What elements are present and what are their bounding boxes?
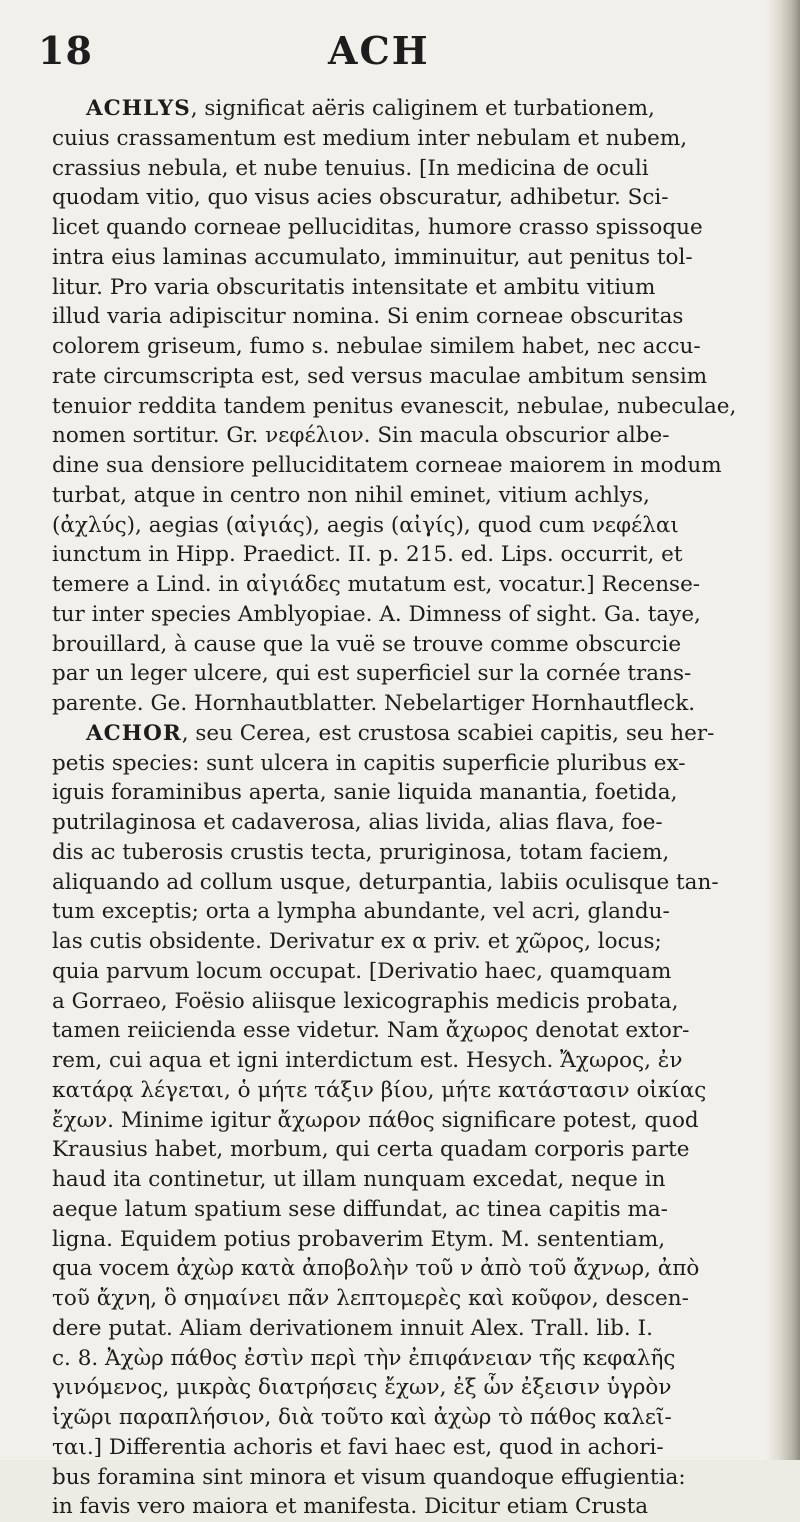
line-text: τοῦ ἄχνη, ὃ σημαίνει πᾶν λεπτομερὲς καὶ κοῦφον, descen- (52, 1286, 689, 1311)
line-text: iguis foraminibus aperta, sanie liquida manantia, foetida, (52, 780, 678, 806)
line-text: , seu Cerea, est crustosa scabiei capitis, seu her- (181, 720, 715, 746)
entry-line (52, 124, 752, 154)
entry-line (52, 1314, 752, 1344)
line-text: a Gorraeo, Foësio aliisque lexicographis medicis probata, (52, 988, 679, 1014)
line-text: temere a Lind. in αἰγιάδες mutatum est, vocatur.] Recense- (52, 572, 701, 597)
line-text: parente. Ge. Hornhautblatter. Nebelartiger Hornhautfleck. (52, 691, 696, 716)
line-text: illud varia adipiscitur nomina. Si enim corneae obscuritas (52, 304, 684, 330)
entry-line (52, 213, 752, 243)
line-text: dine sua densiore pelluciditatem corneae maiorem in modum (52, 453, 722, 478)
entry-line (52, 332, 752, 362)
page-edge-shadow (766, 0, 800, 1460)
entry-line (52, 451, 752, 481)
line-text: crassius nebula, et nube tenuius. [In medicina de oculi (52, 155, 649, 181)
line-text: colorem griseum, fumo s. nebulae similem habet, nec accu- (52, 334, 701, 359)
line-text: quia parvum locum occupat. [Derivatio haec, quamquam (52, 958, 672, 984)
entry-line (52, 927, 752, 957)
entry-line (52, 570, 752, 600)
entry-line (52, 808, 752, 838)
line-text: iunctum in Hipp. Praedict. II. p. 215. ed. Lips. occurrit, et (52, 542, 683, 568)
line-text: litur. Pro varia obscuritatis intensitate et ambitu vitium (52, 274, 656, 300)
entry-line (52, 1046, 752, 1076)
running-head: ACH (328, 28, 430, 73)
entry-line (52, 1492, 752, 1522)
entry-line (52, 481, 752, 511)
entry-line (52, 302, 752, 332)
line-text: tenuior reddita tandem penitus evanescit, nebulae, nubeculae, (52, 393, 737, 419)
entry-lemma: ACHOR (86, 720, 182, 746)
line-text: tamen reiicienda esse videtur. Nam ἄχωρος denotat extor- (52, 1018, 690, 1044)
entry-line (52, 1076, 752, 1106)
line-text: turbat, atque in centro non nihil eminet, vitium achlys, (52, 482, 650, 508)
entry-line (52, 511, 752, 541)
page-header (38, 28, 738, 80)
line-text: κατάρᾳ λέγεται, ὁ μήτε τάξιν βίου, μήτε κατάστασιν οἰκίας (52, 1077, 707, 1103)
line-text: qua vocem ἀχὼρ κατὰ ἀποβολὴν τοῦ ν ἀπὸ τοῦ ἄχνωρ, ἀπὸ (52, 1256, 700, 1282)
entry-line (52, 1016, 752, 1046)
line-text: intra eius laminas accumulato, imminuitur, aut penitus tol- (52, 244, 693, 270)
line-text: aeque latum spatium sese diffundat, ac tinea capitis ma- (52, 1196, 668, 1222)
dictionary-text (52, 94, 752, 1522)
line-text: par un leger ulcere, qui est superficiel sur la cornée trans- (52, 661, 692, 687)
entry-line (52, 868, 752, 898)
entry-line (52, 1463, 752, 1493)
entry-line (52, 1225, 752, 1255)
line-text: rate circumscripta est, sed versus maculae ambitum sensim (52, 363, 708, 389)
line-text: cuius crassamentum est medium inter nebulam et nubem, (52, 125, 688, 151)
entry-line (52, 689, 752, 719)
line-text: petis species: sunt ulcera in capitis superficie pluribus ex- (52, 750, 686, 776)
line-text: dis ac tuberosis crustis tecta, pruriginosa, totam faciem, (52, 839, 670, 865)
entry-line (52, 897, 752, 927)
entry-line (52, 1195, 752, 1225)
entry-line (52, 540, 752, 570)
entry-line (52, 957, 752, 987)
entry-line (52, 630, 752, 660)
line-text: aliquando ad collum usque, deturpantia, labiis oculisque tan- (52, 869, 719, 895)
entry-line (52, 1284, 752, 1314)
entry-line (52, 749, 752, 779)
entry-line (52, 659, 752, 689)
line-text: brouillard, à cause que la vuë se trouve comme obscurcie (52, 631, 682, 657)
page-number: 18 (38, 28, 93, 73)
line-text: (ἀχλύς), aegias (αἰγιάς), aegis (αἰγίς), quod cum νεφέλαι (52, 512, 679, 538)
line-text: haud ita continetur, ut illam nunquam excedat, neque in (52, 1167, 666, 1192)
entry-line (52, 1135, 752, 1165)
entry-line (52, 600, 752, 630)
line-text: rem, cui aqua et igni interdictum est. Hesych. Ἄχωρος, ἐν (52, 1048, 683, 1073)
entry-line (52, 154, 752, 184)
line-text: ligna. Equidem potius probaverim Etym. M. sententiam, (52, 1226, 666, 1252)
entry-line (52, 421, 752, 451)
entry-line (52, 1433, 752, 1463)
entry-line (52, 838, 752, 868)
line-text: tum exceptis; orta a lympha abundante, vel acri, glandu- (52, 899, 670, 925)
line-text: tur inter species Amblyopiae. A. Dimness of sight. Ga. taye, (52, 601, 701, 627)
line-text: ται.] Differentia achoris et favi haec est, quod in achori- (52, 1434, 664, 1460)
entry-first-line (52, 94, 752, 124)
line-text: , significat aëris caliginem et turbationem, (190, 96, 655, 121)
line-text: nomen sortitur. Gr. νεφέλιον. Sin macula obscurior albe- (52, 423, 670, 449)
entry-lemma: ACHLYS (86, 96, 191, 121)
entry-line (52, 1403, 752, 1433)
entry-line (52, 362, 752, 392)
entry-line (52, 243, 752, 273)
line-text: c. 8. Ἀχὼρ πάθος ἐστὶν περὶ τὴν ἐπιφάνειαν τῆς κεφαλῆς (52, 1345, 676, 1371)
entry-line (52, 1106, 752, 1136)
line-text: putrilaginosa et cadaverosa, alias livida, alias flava, foe- (52, 810, 663, 835)
entry-line (52, 778, 752, 808)
entry-first-line (52, 719, 752, 749)
entry-line (52, 273, 752, 303)
line-text: quodam vitio, quo visus acies obscuratur, adhibetur. Sci- (52, 185, 669, 211)
line-text: γινόμενος, μικρὰς διατρήσεις ἔχων, ἐξ ὧν ἐξεισιν ὑγρὸν (52, 1375, 672, 1401)
line-text: las cutis obsidente. Derivatur ex α priv. et χῶρος, locus; (52, 929, 662, 954)
line-text: ἔχων. Minime igitur ἄχωρον πάθος significare potest, quod (52, 1107, 699, 1133)
line-text: licet quando corneae pelluciditas, humore crasso spissoque (52, 215, 703, 240)
line-text: dere putat. Aliam derivationem innuit Alex. Trall. lib. I. (52, 1315, 653, 1341)
line-text: in favis vero maiora et manifesta. Dicitur etiam Crusta (52, 1494, 649, 1520)
line-text: bus foramina sint minora et visum quandoque effugientia: (52, 1464, 686, 1490)
entry-line (52, 183, 752, 213)
line-text: ἰχῶρι παραπλήσιον, διὰ τοῦτο καὶ ἀχὼρ τὸ πάθος καλεῖ- (52, 1405, 672, 1430)
entry-line (52, 1373, 752, 1403)
entry-line (52, 1254, 752, 1284)
entry-line (52, 987, 752, 1017)
entry-line (52, 1344, 752, 1374)
entry-line (52, 1165, 752, 1195)
entry-line (52, 392, 752, 422)
line-text: Krausius habet, morbum, qui certa quadam corporis parte (52, 1137, 690, 1163)
